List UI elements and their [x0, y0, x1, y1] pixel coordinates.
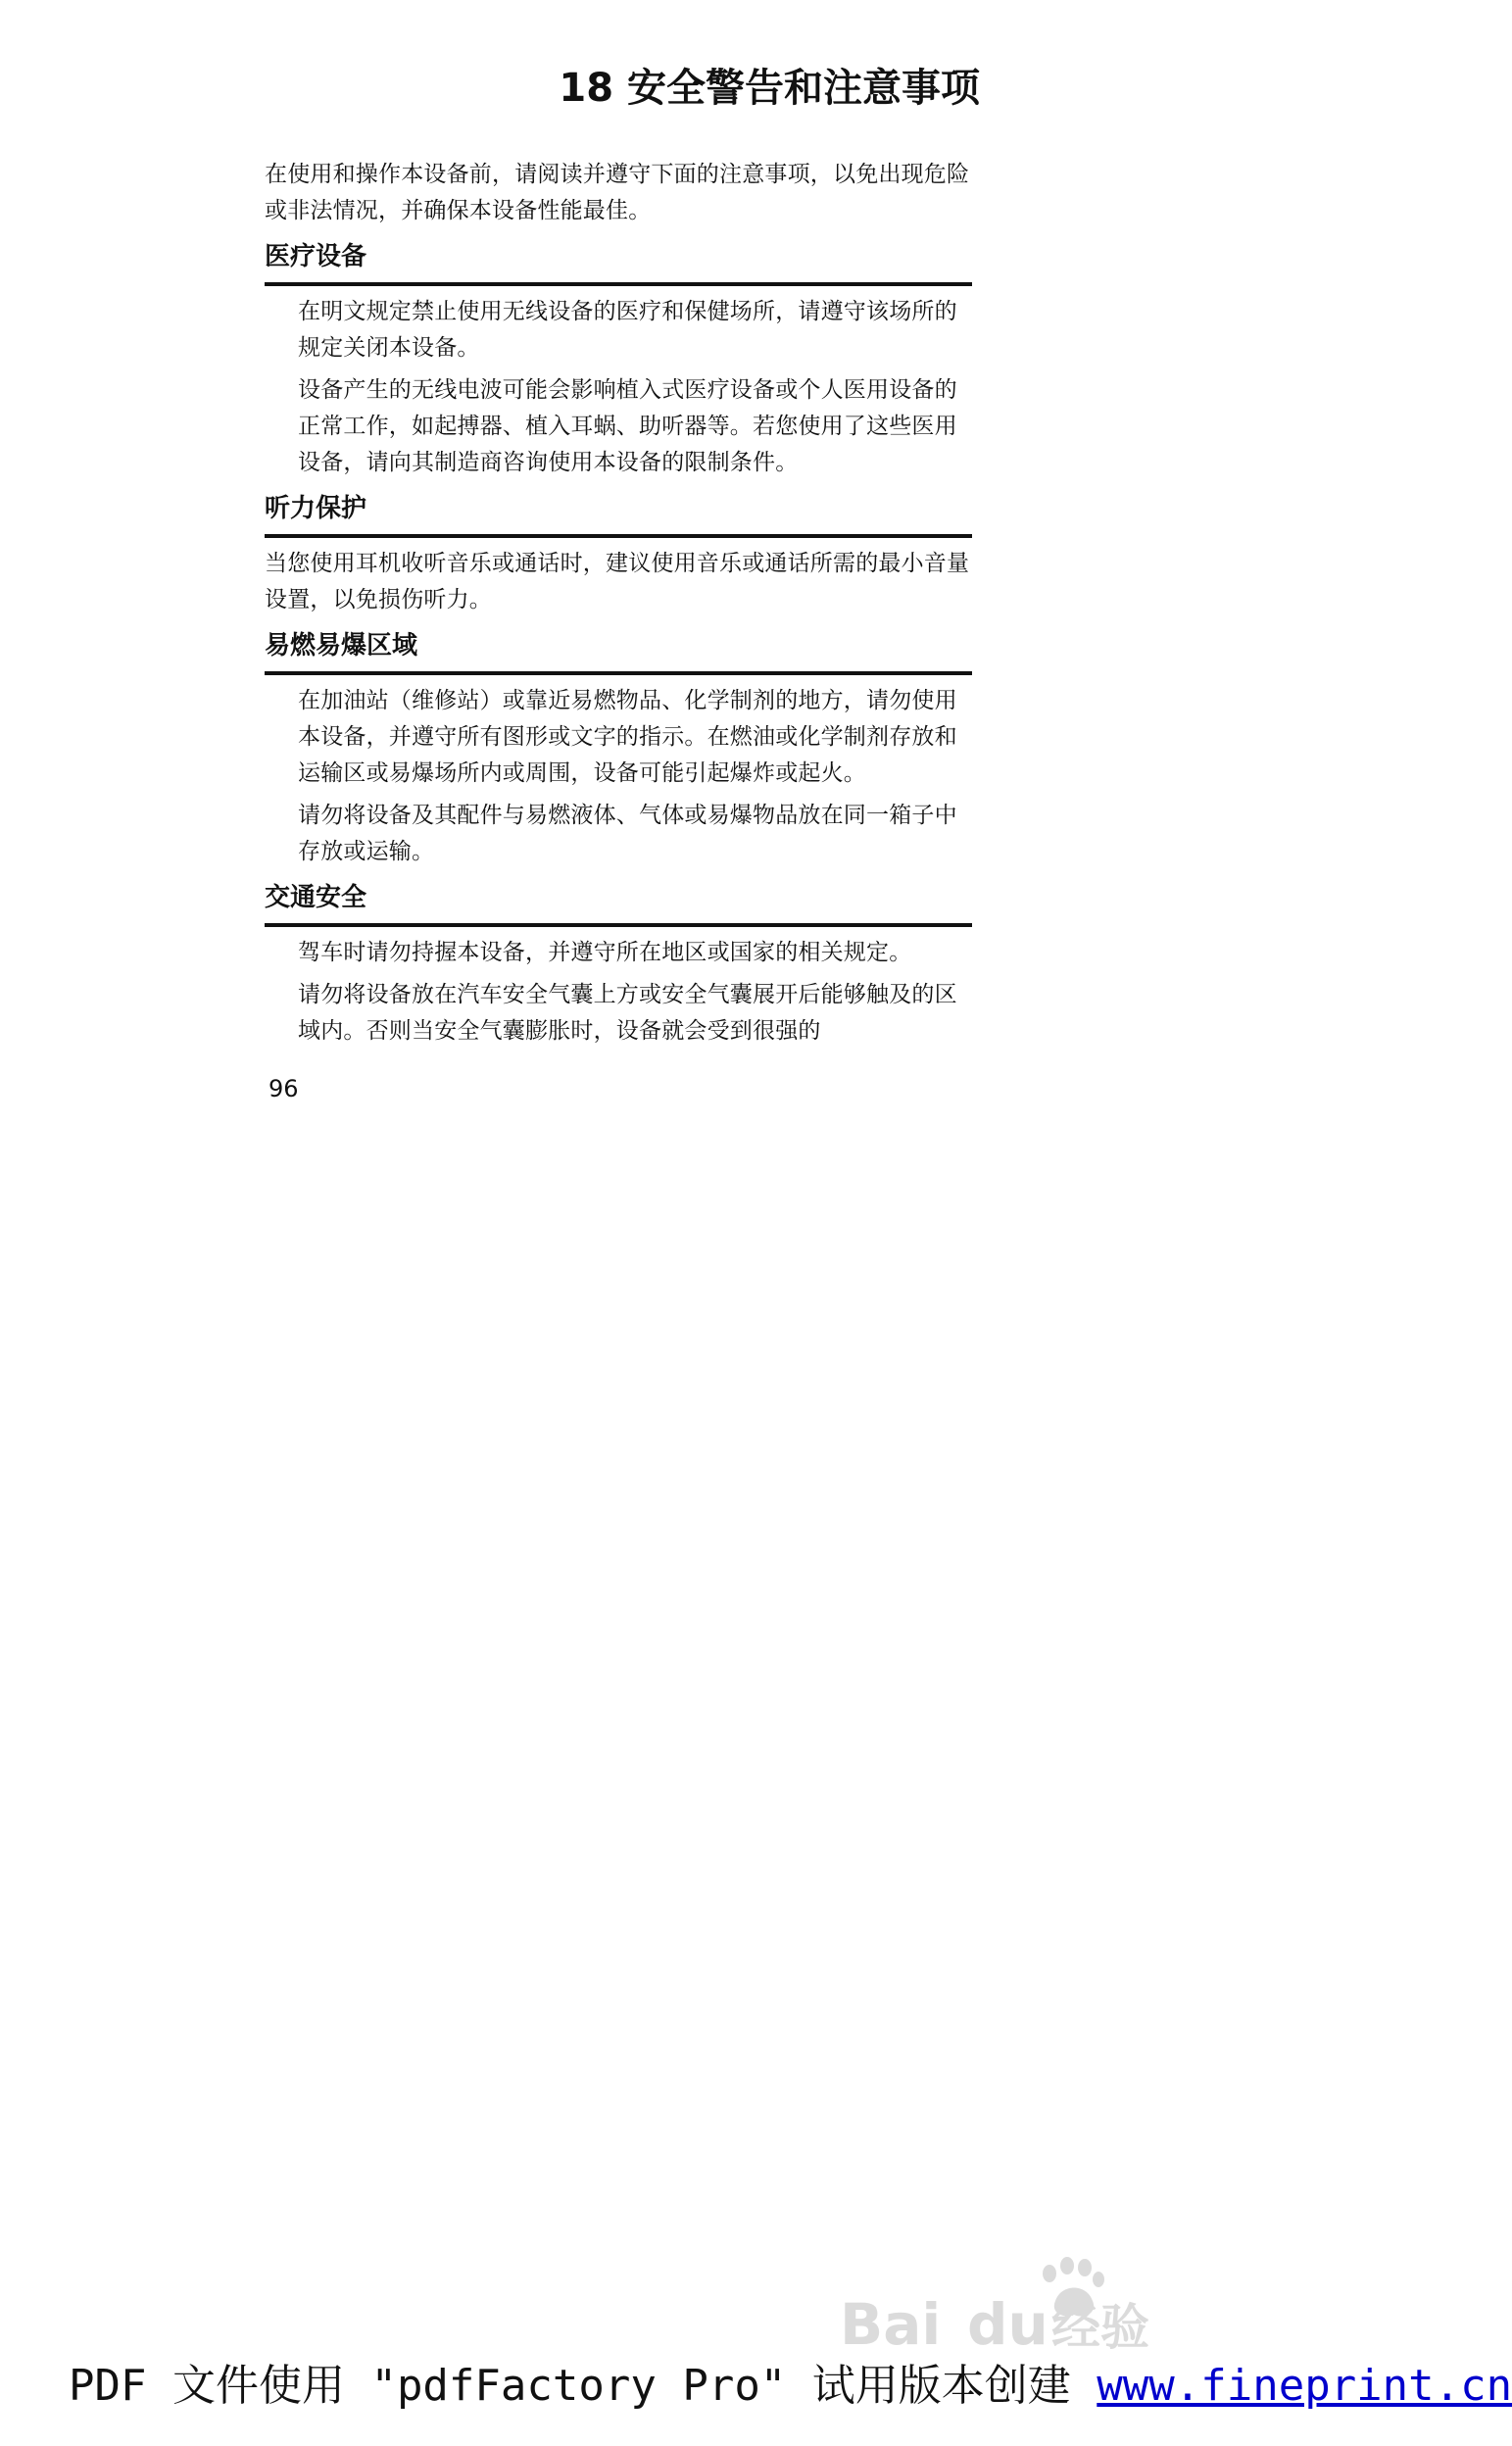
page-number: 96: [268, 1075, 299, 1102]
section-paragraph: 在加油站（维修站）或靠近易燃物品、化学制剂的地方，请勿使用本设备，并遵守所有图形或文字的指示。在燃油或化学制剂存放和运输区或易爆场所内或周围，设备可能引起爆炸或起火。: [298, 688, 957, 786]
section-hearing: [265, 489, 972, 618]
section-medical: [265, 237, 972, 481]
section-heading-explosive: 易燃易爆区域: [265, 626, 972, 675]
section-paragraph: 在明文规定禁止使用无线设备的医疗和保健场所，请遵守该场所的规定关闭本设备。: [298, 299, 957, 361]
section-traffic: [265, 878, 972, 1050]
svg-text:du: du: [967, 2291, 1049, 2358]
section-heading-hearing: 听力保护: [265, 489, 972, 538]
section-heading-medical: 医疗设备: [265, 237, 972, 286]
baidu-jingyan-watermark-logo: [838, 2254, 1161, 2362]
section-paragraph: 当您使用耳机收听音乐或通话时，建议使用音乐或通话所需的最小音量设置，以免损伤听力。: [265, 551, 970, 612]
section-heading-traffic: 交通安全: [265, 878, 972, 927]
section-paragraph: 驾车时请勿持握本设备，并遵守所在地区或国家的相关规定。: [298, 940, 912, 965]
svg-text:Bai: Bai: [840, 2291, 942, 2358]
footer-link[interactable]: www.fineprint.cn: [1097, 2361, 1512, 2411]
section-paragraph: 请勿将设备及其配件与易燃液体、气体或易爆物品放在同一箱子中存放或运输。: [298, 803, 957, 864]
footer-text: PDF 文件使用 "pdfFactory Pro" 试用版本创建: [69, 2361, 1097, 2411]
section-paragraph: 设备产生的无线电波可能会影响植入式医疗设备或个人医用设备的正常工作，如起搏器、植入耳蜗、助听器等。若您使用了这些医用设备，请向其制造商咨询使用本设备的限制条件。: [298, 377, 957, 475]
svg-text:经验: 经验: [1051, 2299, 1149, 2356]
intro-paragraph: 在使用和操作本设备前，请阅读并遵守下面的注意事项，以免出现危险或非法情况，并确保本设备性能最佳。: [265, 162, 970, 223]
pdf-footer: [69, 2352, 1512, 2421]
chapter-title: 18 安全警告和注意事项: [559, 66, 980, 111]
section-paragraph: 请勿将设备放在汽车安全气囊上方或安全气囊展开后能够触及的区域内。否则当安全气囊膨胀时，设备就会受到很强的: [298, 982, 957, 1044]
page-content: [265, 157, 972, 1055]
section-explosive: [265, 626, 972, 870]
